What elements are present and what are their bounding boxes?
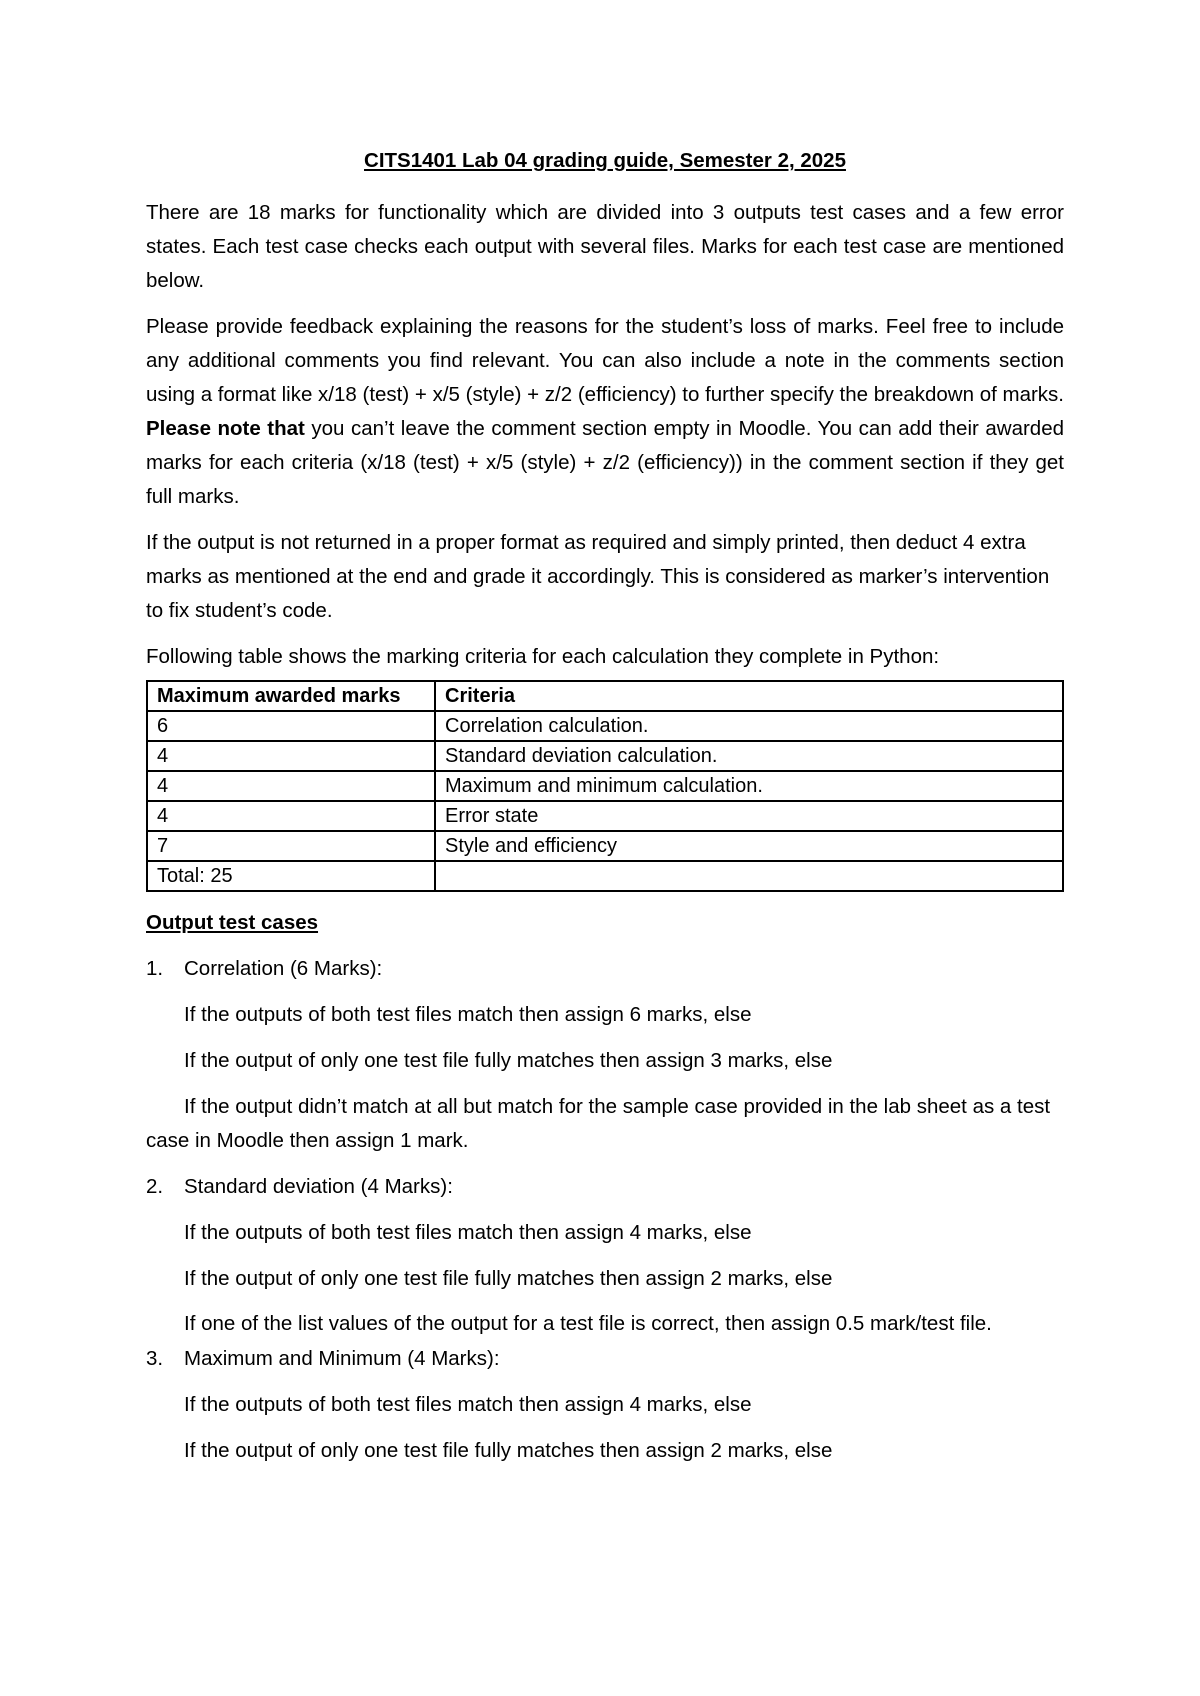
- marking-criteria-table: [146, 680, 1064, 892]
- table-row: [147, 801, 1063, 831]
- grading-rule: If the output of only one test file fully matches then assign 2 marks, else: [184, 1439, 833, 1462]
- feedback-text-2: you can’t leave the comment section empty in Moodle. You can add their awarded marks for each criteria (x/18 (test) + x/5 (style) + z/2 (efficiency)) in the comment section if they get full marks.: [146, 417, 1065, 508]
- grading-rule: If the output didn’t match at all but match for the sample case provided in the lab sheet as a test case in Moodle then assign 1 mark.: [146, 1095, 1051, 1152]
- row-criteria: Correlation calculation.: [435, 711, 1063, 741]
- row-marks: 7: [147, 831, 435, 861]
- feedback-text-1: Please provide feedback explaining the reasons for the student’s loss of marks. Feel free to include any additional comments you find relevant. You can also include a note in the comments section using a format like x/18 (test) + x/5 (style) + z/2 (efficiency) to further specify the breakdown of marks.: [146, 315, 1064, 406]
- grading-rule: If the outputs of both test files match then assign 4 marks, else: [184, 1221, 752, 1244]
- row-marks: 4: [147, 801, 435, 831]
- table-row: [147, 771, 1063, 801]
- test-case-heading: [146, 952, 1064, 986]
- total-marks: Total: 25: [147, 861, 435, 891]
- table-row: [147, 741, 1063, 771]
- grading-rule: If the output of only one test file fully matches then assign 2 marks, else: [184, 1267, 833, 1290]
- row-marks: 4: [147, 771, 435, 801]
- row-criteria: Error state: [435, 801, 1063, 831]
- row-marks: 4: [147, 741, 435, 771]
- table-total-row: [147, 861, 1063, 891]
- document-content: [146, 146, 1064, 1480]
- row-marks: 6: [147, 711, 435, 741]
- intro-paragraph: There are 18 marks for functionality which are divided into 3 outputs test cases and a few error states. Each test case checks each output with several files. Marks for each test case are mentioned below.: [146, 201, 1064, 292]
- test-case-heading: [146, 1170, 1064, 1204]
- case-title: Correlation (6 Marks):: [184, 957, 383, 980]
- format-note-paragraph: If the output is not returned in a proper format as required and simply printed, then deduct 4 extra marks as mentioned at the end and grade it accordingly. This is considered as marker’s intervention to fix student’s code.: [146, 531, 1050, 622]
- case-number: 2.: [146, 1175, 164, 1198]
- grading-rule: If the outputs of both test files match then assign 4 marks, else: [184, 1393, 752, 1416]
- case-title: Standard deviation (4 Marks):: [184, 1175, 453, 1198]
- table-intro: Following table shows the marking criteria for each calculation they complete in Python:: [146, 645, 940, 668]
- table-row: [147, 711, 1063, 741]
- row-criteria: Maximum and minimum calculation.: [435, 771, 1063, 801]
- grading-rule: If the outputs of both test files match then assign 6 marks, else: [184, 1003, 752, 1026]
- case-number: 3.: [146, 1347, 164, 1370]
- total-criteria-empty: [435, 861, 1063, 891]
- feedback-paragraph: [146, 310, 1064, 514]
- row-criteria: Standard deviation calculation.: [435, 741, 1063, 771]
- header-max-marks: Maximum awarded marks: [147, 681, 435, 711]
- case-title: Maximum and Minimum (4 Marks):: [184, 1347, 500, 1370]
- document-title: CITS1401 Lab 04 grading guide, Semester 2, 2025: [364, 149, 846, 172]
- row-criteria: Style and efficiency: [435, 831, 1063, 861]
- test-case-heading: [146, 1342, 1064, 1376]
- table-header-row: [147, 681, 1063, 711]
- grading-rule: If the output of only one test file fully matches then assign 3 marks, else: [184, 1049, 833, 1072]
- case-number: 1.: [146, 957, 164, 980]
- grading-rule: If one of the list values of the output for a test file is correct, then assign 0.5 mark/test file.: [184, 1312, 992, 1335]
- feedback-bold-note: Please note that: [146, 417, 305, 440]
- section-heading-output-test-cases: Output test cases: [146, 911, 319, 934]
- table-row: [147, 831, 1063, 861]
- header-criteria: Criteria: [435, 681, 1063, 711]
